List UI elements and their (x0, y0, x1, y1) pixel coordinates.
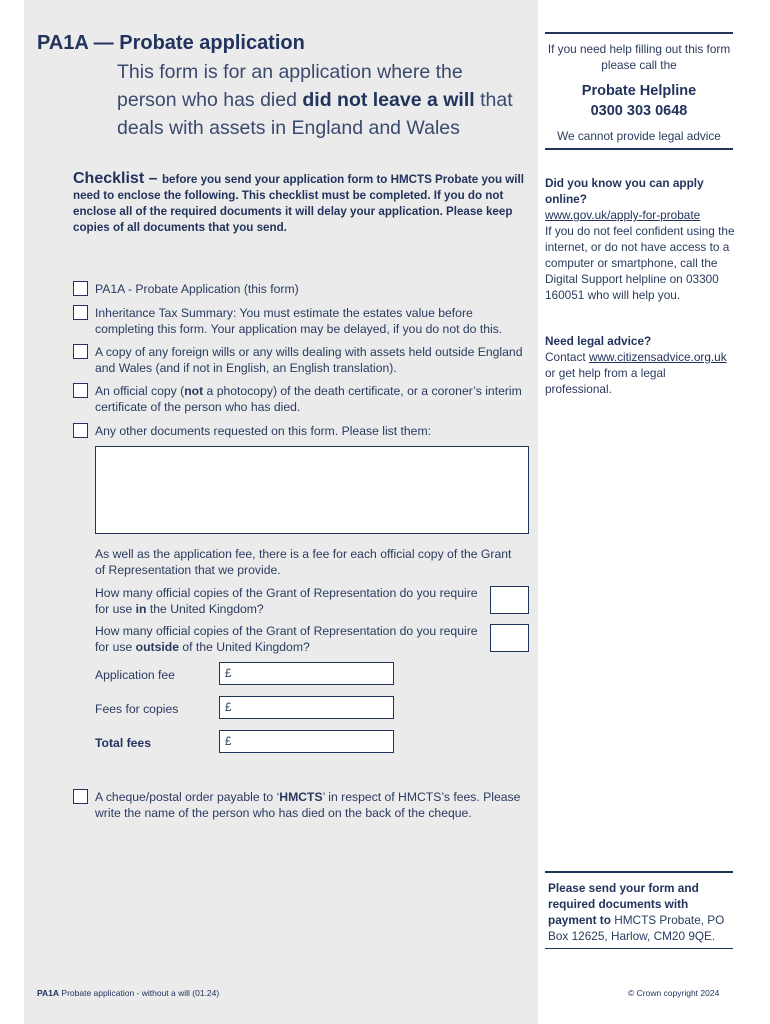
divider (545, 32, 733, 34)
legal-advice-info: Need legal advice? Contact www.citizensadvice.org.uk or get help from a legal professional. (545, 334, 727, 396)
send-address-box: Please send your form and required documents with payment to HMCTS Probate, PO Box 12625, Harlow, CM20 9QE. (545, 871, 733, 949)
fees-intro: As well as the application fee, there is a fee for each official copy of the Grant of Representation that we provide. (95, 547, 512, 577)
checkbox[interactable] (73, 789, 88, 804)
copies-outside-input[interactable] (490, 624, 529, 652)
helpline-phone: 0300 303 0648 (590, 103, 688, 119)
other-documents-textarea[interactable] (95, 446, 529, 534)
apply-online-info: Did you know you can apply online? www.gov.uk/apply-for-probate If you do not feel confident using the internet, or do not have access to a computer or smartphone, call the Digital Support helpline on 03300 160051 who will help you. (545, 176, 735, 302)
copies-outside-question: How many official copies of the Grant of Representation do you require for use outside of the United Kingdom? (95, 624, 478, 654)
application-fee-label: Application fee (95, 668, 175, 682)
copies-uk-question: How many official copies of the Grant of Representation do you require for use in the United Kingdom? (95, 586, 478, 616)
checklist-intro: Checklist – before you send your application form to HMCTS Probate you will need to enclose the following. This checklist must be completed. If you do not enclose all of the required documents it will delay your application. Please keep copies of all documents that you send. (73, 170, 524, 234)
footer-form-code: PA1A Probate application - without a will (01.24) (37, 988, 220, 998)
citizens-advice-link[interactable]: www.citizensadvice.org.uk (588, 350, 727, 364)
page-title: PA1A — Probate application (37, 32, 305, 54)
copies-uk-input[interactable] (490, 586, 529, 614)
total-fees-label: Total fees (95, 736, 151, 750)
application-fee-input[interactable]: £ (219, 662, 394, 685)
fees-for-copies-input[interactable]: £ (219, 696, 394, 719)
helpline-box: If you need help filling out this form please call the Probate Helpline 0300 303 0648 We cannot provide legal advice (545, 32, 733, 150)
total-fees-input[interactable]: £ (219, 730, 394, 753)
divider (545, 148, 733, 150)
checkbox[interactable] (73, 383, 88, 398)
checkbox[interactable] (73, 305, 88, 320)
divider (545, 948, 733, 949)
fees-for-copies-label: Fees for copies (95, 702, 179, 716)
page-subtitle: This form is for an application where the person who has died did not leave a will that deals with assets in England and Wales (117, 61, 513, 139)
apply-online-link[interactable]: www.gov.uk/apply-for-probate (545, 208, 701, 222)
checkbox[interactable] (73, 423, 88, 438)
checkbox[interactable] (73, 281, 88, 296)
checkbox[interactable] (73, 344, 88, 359)
footer-copyright: © Crown copyright 2024 (628, 988, 720, 998)
